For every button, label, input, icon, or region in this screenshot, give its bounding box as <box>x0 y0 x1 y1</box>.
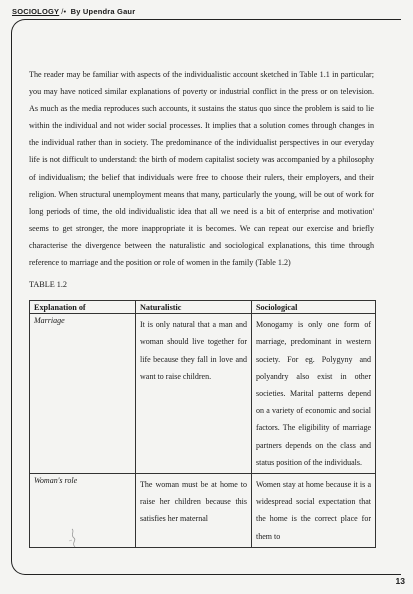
row-topic: Marriage <box>30 314 136 474</box>
row-topic: Woman's role <box>30 473 136 547</box>
book-title: SOCIOLOGY <box>12 7 60 16</box>
table-header-row <box>30 301 376 314</box>
pencil-mark <box>66 527 82 551</box>
author-name: By Upendra Gaur <box>70 7 136 16</box>
row-naturalistic-cell: It is only natural that a man and woman should live together for life because they fall in love and want to raise children. <box>136 314 252 474</box>
row-sociological-cell: Women stay at home because it is a widespread social expectation that the home is the correct place for them to <box>252 473 376 547</box>
row-naturalistic-cell: The woman must be at home to raise her children because this satisfies her maternal <box>136 473 252 547</box>
page-content <box>29 66 374 548</box>
row-sociological-cell: Monogamy is only one form of marriage, predominant in western society. For eg. Polygyny and polyandry also exist in other societies. Marital patterns depend on a variety of economic and social factors. The eligibility of marriage partners depends on the class and status position of the individuals. <box>252 314 376 474</box>
header-separator: /• <box>61 7 67 16</box>
body-paragraph: The reader may be familiar with aspects of the individualistic account sketched in Table 1.1 in particular; you may have noticed similar explanations of poverty or industrial conflict in the press or on television. As much as the media reproduces such accounts, it sustains the status quo since the problem is said to lie within the individual and not wider social processes. It implies that a solution comes through changes in the individual rather than in society. The predominance of the individualist perspectives in our everyday life is not difficult to understand: the birth of modern capitalist society was accompanied by a philosophy of individualism; the belief that individuals were free to choose their rulers, their employers, and their religion. When structural unemployment means that many, particularly the young, will be out of work for long periods of time, the old individualistic idea that all we need is a bit of enterprise and motivation' seems to get stronger, the more inappropriate it is becomes. We can repeat our exercise and briefly characterise the divergence between the naturalistic and sociological explanations, this time through reference to marriage and the position or role of women in the family (Table 1.2) <box>29 70 374 268</box>
table-row <box>30 314 376 474</box>
comparison-table <box>29 300 376 548</box>
header-naturalistic: Naturalistic <box>136 301 252 314</box>
running-header <box>12 7 135 16</box>
page-number: 13 <box>395 576 405 586</box>
header-explanation-of: Explanation of <box>30 301 136 314</box>
header-sociological: Sociological <box>252 301 376 314</box>
table-label: TABLE 1.2 <box>29 280 68 290</box>
